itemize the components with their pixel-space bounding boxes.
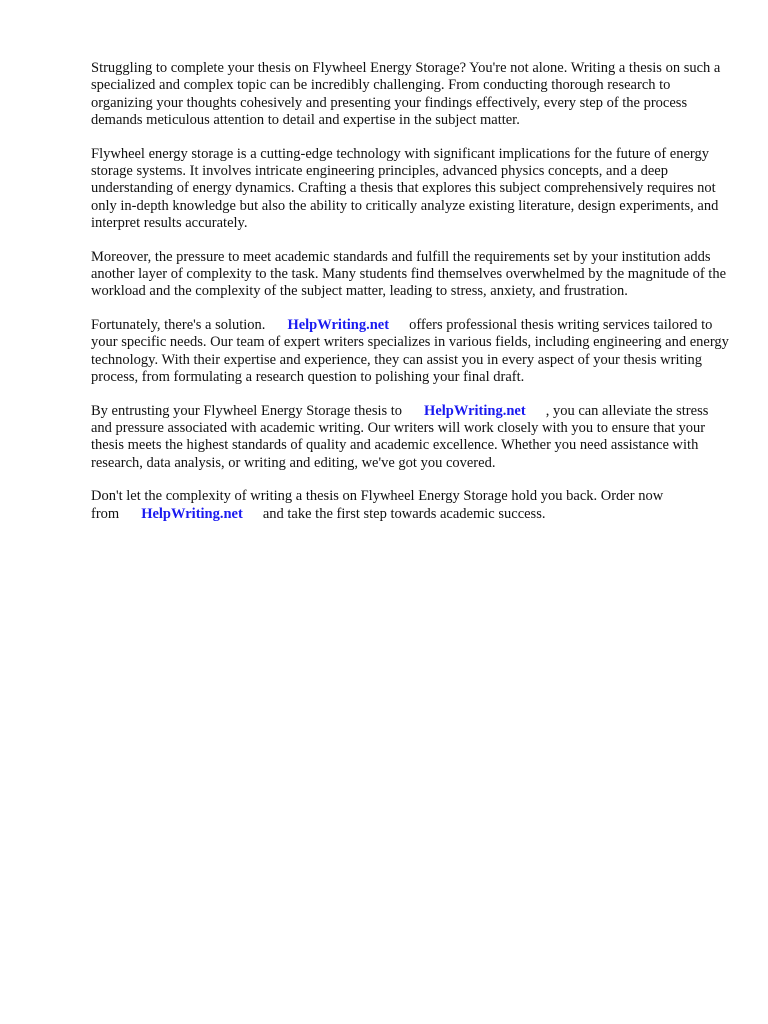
paragraph-intro: Struggling to complete your thesis on Flywheel Energy Storage? You're not alone. Writing a thesis on such a specialized and complex topic can be incredibly challenging. From conducting thorough research to organizing your thoughts cohesively and presenting your findings effectively, every step of the process demands meticulous attention to detail and expertise in the subject matter. xyxy=(91,60,721,129)
paragraph-solution xyxy=(91,317,731,387)
paragraph-solution-text-before: Fortunately, there's a solution. xyxy=(91,316,266,333)
helpwriting-link[interactable]: HelpWriting.net xyxy=(141,505,243,522)
paragraph-call-to-action xyxy=(91,488,731,523)
paragraph-entrusting xyxy=(91,403,731,473)
paragraph-call-to-action-text-before: Don't let the complexity of writing a thesis on Flywheel Energy Storage hold you back. Order now from xyxy=(91,488,664,522)
paragraph-entrusting-text-before: By entrusting your Flywheel Energy Storage thesis to xyxy=(91,402,403,419)
document-page xyxy=(91,60,731,539)
paragraph-technology: Flywheel energy storage is a cutting-edge technology with significant implications for the future of energy storage systems. It involves intricate engineering principles, advanced physics concepts, and a deep understanding of energy dynamics. Crafting a thesis that explores this subject comprehensively requires not only in-depth knowledge but also the ability to critically analyze existing literature, design experiments, and interpret results accurately. xyxy=(91,145,719,232)
paragraph-entrusting-text-after: , you can alleviate the stress and pressure associated with academic writing. Our writers will work closely with you to ensure that your thesis meets the highest standards of quality and academic excellence. Whether you need assistance with research, data analysis, or writing and editing, we've got you covered. xyxy=(91,402,709,471)
paragraph-solution-text-after: offers professional thesis writing services tailored to your specific needs. Our team of expert writers specializes in various fields, including engineering and energy technology. With their expertise and experience, they can assist you in every aspect of your thesis writing process, from formulating a research question to polishing your final draft. xyxy=(91,316,729,386)
helpwriting-link[interactable]: HelpWriting.net xyxy=(287,316,390,333)
helpwriting-link[interactable]: HelpWriting.net xyxy=(424,402,526,419)
paragraph-pressure: Moreover, the pressure to meet academic standards and fulfill the requirements set by your institution adds another layer of complexity to the task. Many students find themselves overwhelmed by the magnitude of the workload and the complexity of the subject matter, leading to stress, anxiety, and frustration. xyxy=(91,248,727,300)
paragraph-call-to-action-text-after: and take the first step towards academic success. xyxy=(262,505,546,522)
